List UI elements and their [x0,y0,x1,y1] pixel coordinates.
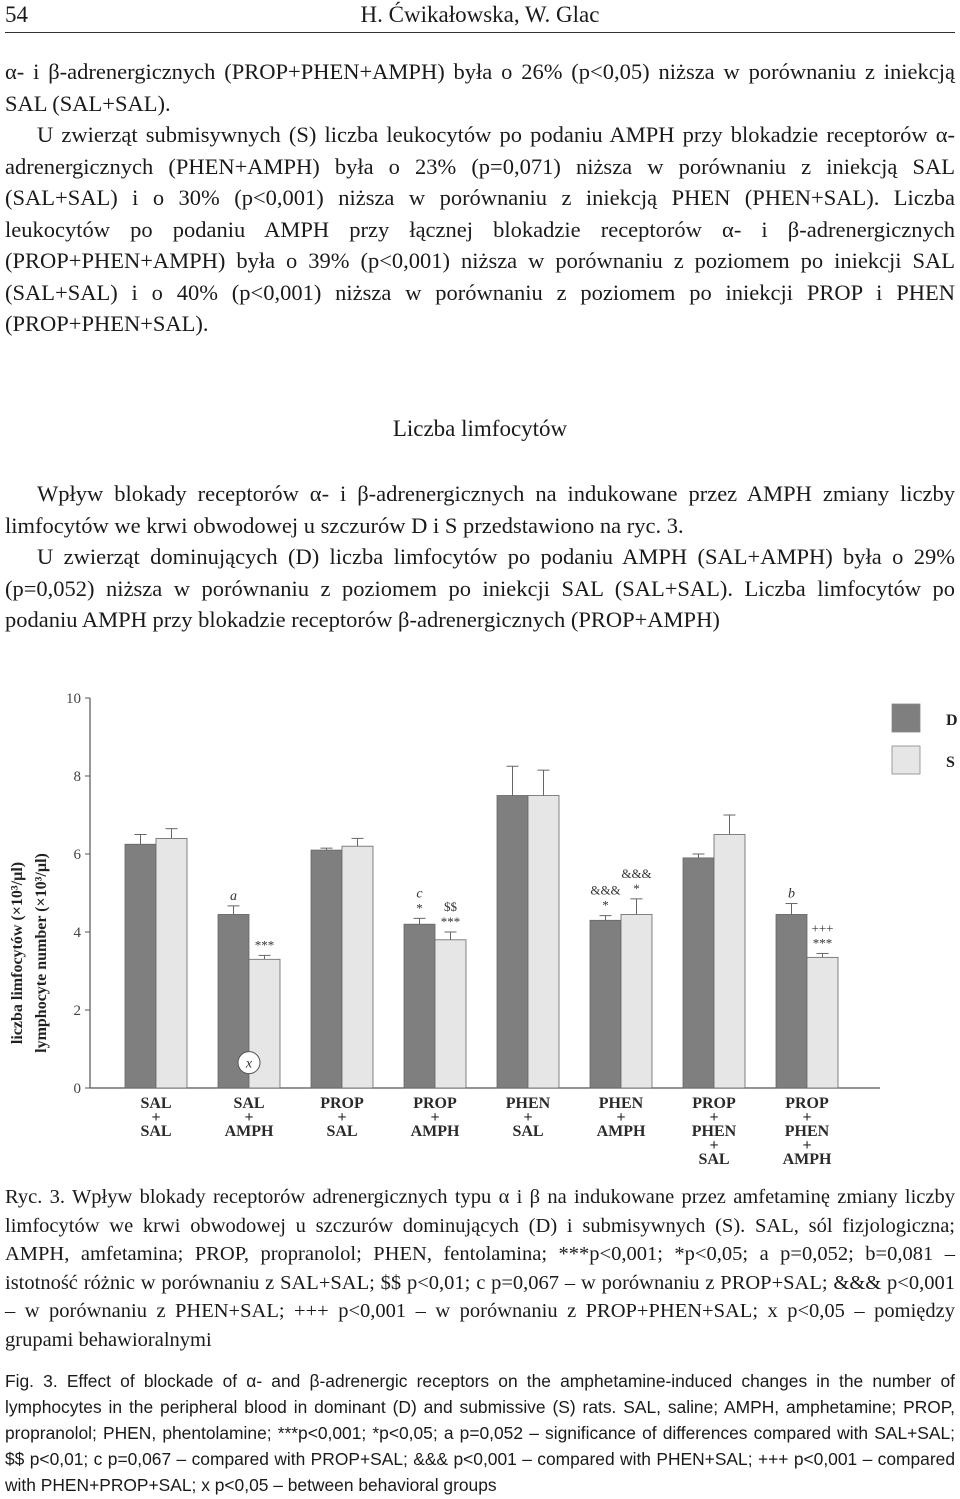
x-category-label: AMPH [782,1151,832,1168]
bar-D [497,796,528,1089]
bar-D [776,914,807,1088]
bar-D [125,844,156,1088]
lymphocyte-bar-chart [0,680,960,1180]
page-number: 54 [5,2,28,27]
x-category-label: SAL [233,1095,265,1112]
significance-label: *** [812,935,833,951]
significance-label: *** [440,914,461,929]
x-category-label: PHEN [691,1123,737,1140]
results-text-top [5,56,955,340]
legend-swatch-D [892,704,920,732]
significance-label: c [416,886,423,902]
x-category-label: PROP [785,1095,829,1112]
significance-label: * [633,880,640,896]
y-tick-label: 0 [73,1081,81,1097]
y-tick-label: 6 [73,847,81,863]
x-category-label: SAL [326,1123,358,1140]
y-axis-label-pl: liczba limfocytów (×10³/µl) [9,861,26,1045]
x-category-label: + [337,1109,347,1126]
figure-caption-pl: Ryc. 3. Wpływ blokady receptorów adrenergicznych typu α i β na indukowane przez amfetaminę zmiany liczby limfocytów we krwi obwodowej u szczurów dominujących (D) i submisywnych (S). SAL, sól fizjologiczna; AMPH, amfetamina; PROP, propranolol; PHEN, fentolamina; ***p<0,001; *p<0,05; a p=0,052; b=0,081 – istotność różnic w porównaniu z SAL+SAL; $$ p<0,01; c p=0,067 – w porównaniu z PROP+SAL; &&& p<0,001 – w porównaniu z PHEN+SAL; +++ p<0,001 – w porównaniu z PROP+PHEN+SAL; x p<0,05 – pomiędzy grupami behawioralnymi [5,1186,955,1351]
x-category-label: PROP [320,1095,364,1112]
bar-S [342,846,373,1088]
significance-label: a [230,888,237,904]
bar-S [621,914,652,1088]
legend-swatch-S [892,746,920,774]
x-category-label: PROP [413,1095,457,1112]
page-header [5,0,955,33]
legend-label-S: S [946,754,955,771]
significance-label: $$ [444,899,457,914]
x-category-label: + [802,1137,812,1154]
significance-label: b [788,886,795,902]
significance-label: * [416,900,423,916]
bar-S [156,838,187,1088]
x-category-label: AMPH [410,1123,460,1140]
x-category-label: AMPH [224,1123,274,1140]
y-axis-label-en: lymphocyte number (×10³/µl) [33,853,50,1053]
significance-label: +++ [811,920,834,936]
x-category-label: + [616,1109,626,1126]
bar-S [528,796,559,1089]
bar-D [404,924,435,1088]
paragraph: α- i β-adrenergicznych (PROP+PHEN+AMPH) była o 26% (p<0,05) niższa w porównaniu z iniekcją SAL (SAL+SAL). [5,59,955,116]
significance-label: *** [254,937,275,953]
group-marker-label: x [245,1056,253,1072]
figure-caption-en: Fig. 3. Effect of blockade of α- and β-adrenergic receptors on the amphetamine-induced changes in the number of lymphocytes in the peripheral blood in dominant (D) and submissive (S) rats. SAL, saline; AMPH, amphetamine; PROP, propranolol; PHEN, phentolamine; ***p<0,001; *p<0,05; a p=0,052 – significance of differences compared with SAL+SAL; $$ p<0,01; c p=0,067 – compared with PROP+SAL; &&& p<0,001 – compared with PHEN+SAL; +++ p<0,001 – compared with PHEN+PROP+SAL; x p<0,05 – between behavioral groups [5,1371,955,1495]
x-category-label: PROP [692,1095,736,1112]
x-category-label: SAL [140,1123,172,1140]
x-category-label: PHEN [598,1095,644,1112]
x-category-label: PHEN [784,1123,830,1140]
x-category-label: + [523,1109,533,1126]
significance-label: &&& [590,882,621,898]
y-tick-label: 8 [73,769,81,785]
x-category-label: AMPH [596,1123,646,1140]
paragraph: U zwierząt dominujących (D) liczba limfocytów po podaniu AMPH (SAL+AMPH) była o 29% (p=0,052) niższa w porównaniu z poziomem po iniekcji SAL (SAL+SAL). Liczba limfocytów po podaniu AMPH przy blokadzie receptorów β-adrenergicznych (PROP+AMPH) [5,544,955,632]
y-tick-label: 4 [73,925,81,941]
bar-D [311,850,342,1088]
y-tick-label: 10 [66,691,81,707]
bar-S [807,957,838,1088]
significance-label: * [602,897,609,913]
x-category-label: + [151,1109,161,1126]
significance-label: &&& [621,865,652,881]
paragraph: Wpływ blokady receptorów α- i β-adrenergicznych na indukowane przez AMPH zmiany liczby limfocytów we krwi obwodowej u szczurów D i S przedstawiono na ryc. 3. [5,481,955,538]
x-category-label: + [802,1109,812,1126]
x-category-label: PHEN [505,1095,551,1112]
bar-S [435,940,466,1088]
bar-D [590,920,621,1088]
section-title: Liczba limfocytów [392,416,568,441]
paragraph: U zwierząt submisywnych (S) liczba leukocytów po podaniu AMPH przy blokadzie receptorów α-adrenergicznych (PHEN+AMPH) była o 23% (p=0,071) niższa w porównaniu z iniekcją SAL (SAL+SAL) i o 30% (p<0,001) niższa w porównaniu z iniekcją PHEN (PHEN+SAL). Liczba leukocytów po podaniu AMPH przy łącznej blokadzie receptorów α- i β-adrenergicznych (PROP+PHEN+AMPH) była o 39% (p<0,001) niższa w porównaniu z poziomem po iniekcji SAL (SAL+SAL) i o 40% (p<0,001) niższa w porównaniu z poziomem po iniekcji PROP i PHEN (PROP+PHEN+SAL). [5,122,955,336]
results-text-lymphocytes [5,478,955,636]
x-category-label: SAL [512,1123,544,1140]
x-category-label: + [244,1109,254,1126]
x-category-label: SAL [140,1095,172,1112]
x-category-label: SAL [698,1151,730,1168]
x-category-label: + [430,1109,440,1126]
bar-S [714,835,745,1089]
x-category-label: + [709,1109,719,1126]
x-category-label: + [709,1137,719,1154]
running-head: H. Ćwikałowska, W. Glac [360,2,600,27]
legend-label-D: D [946,712,958,729]
y-tick-label: 2 [73,1003,81,1019]
bar-D [683,858,714,1088]
